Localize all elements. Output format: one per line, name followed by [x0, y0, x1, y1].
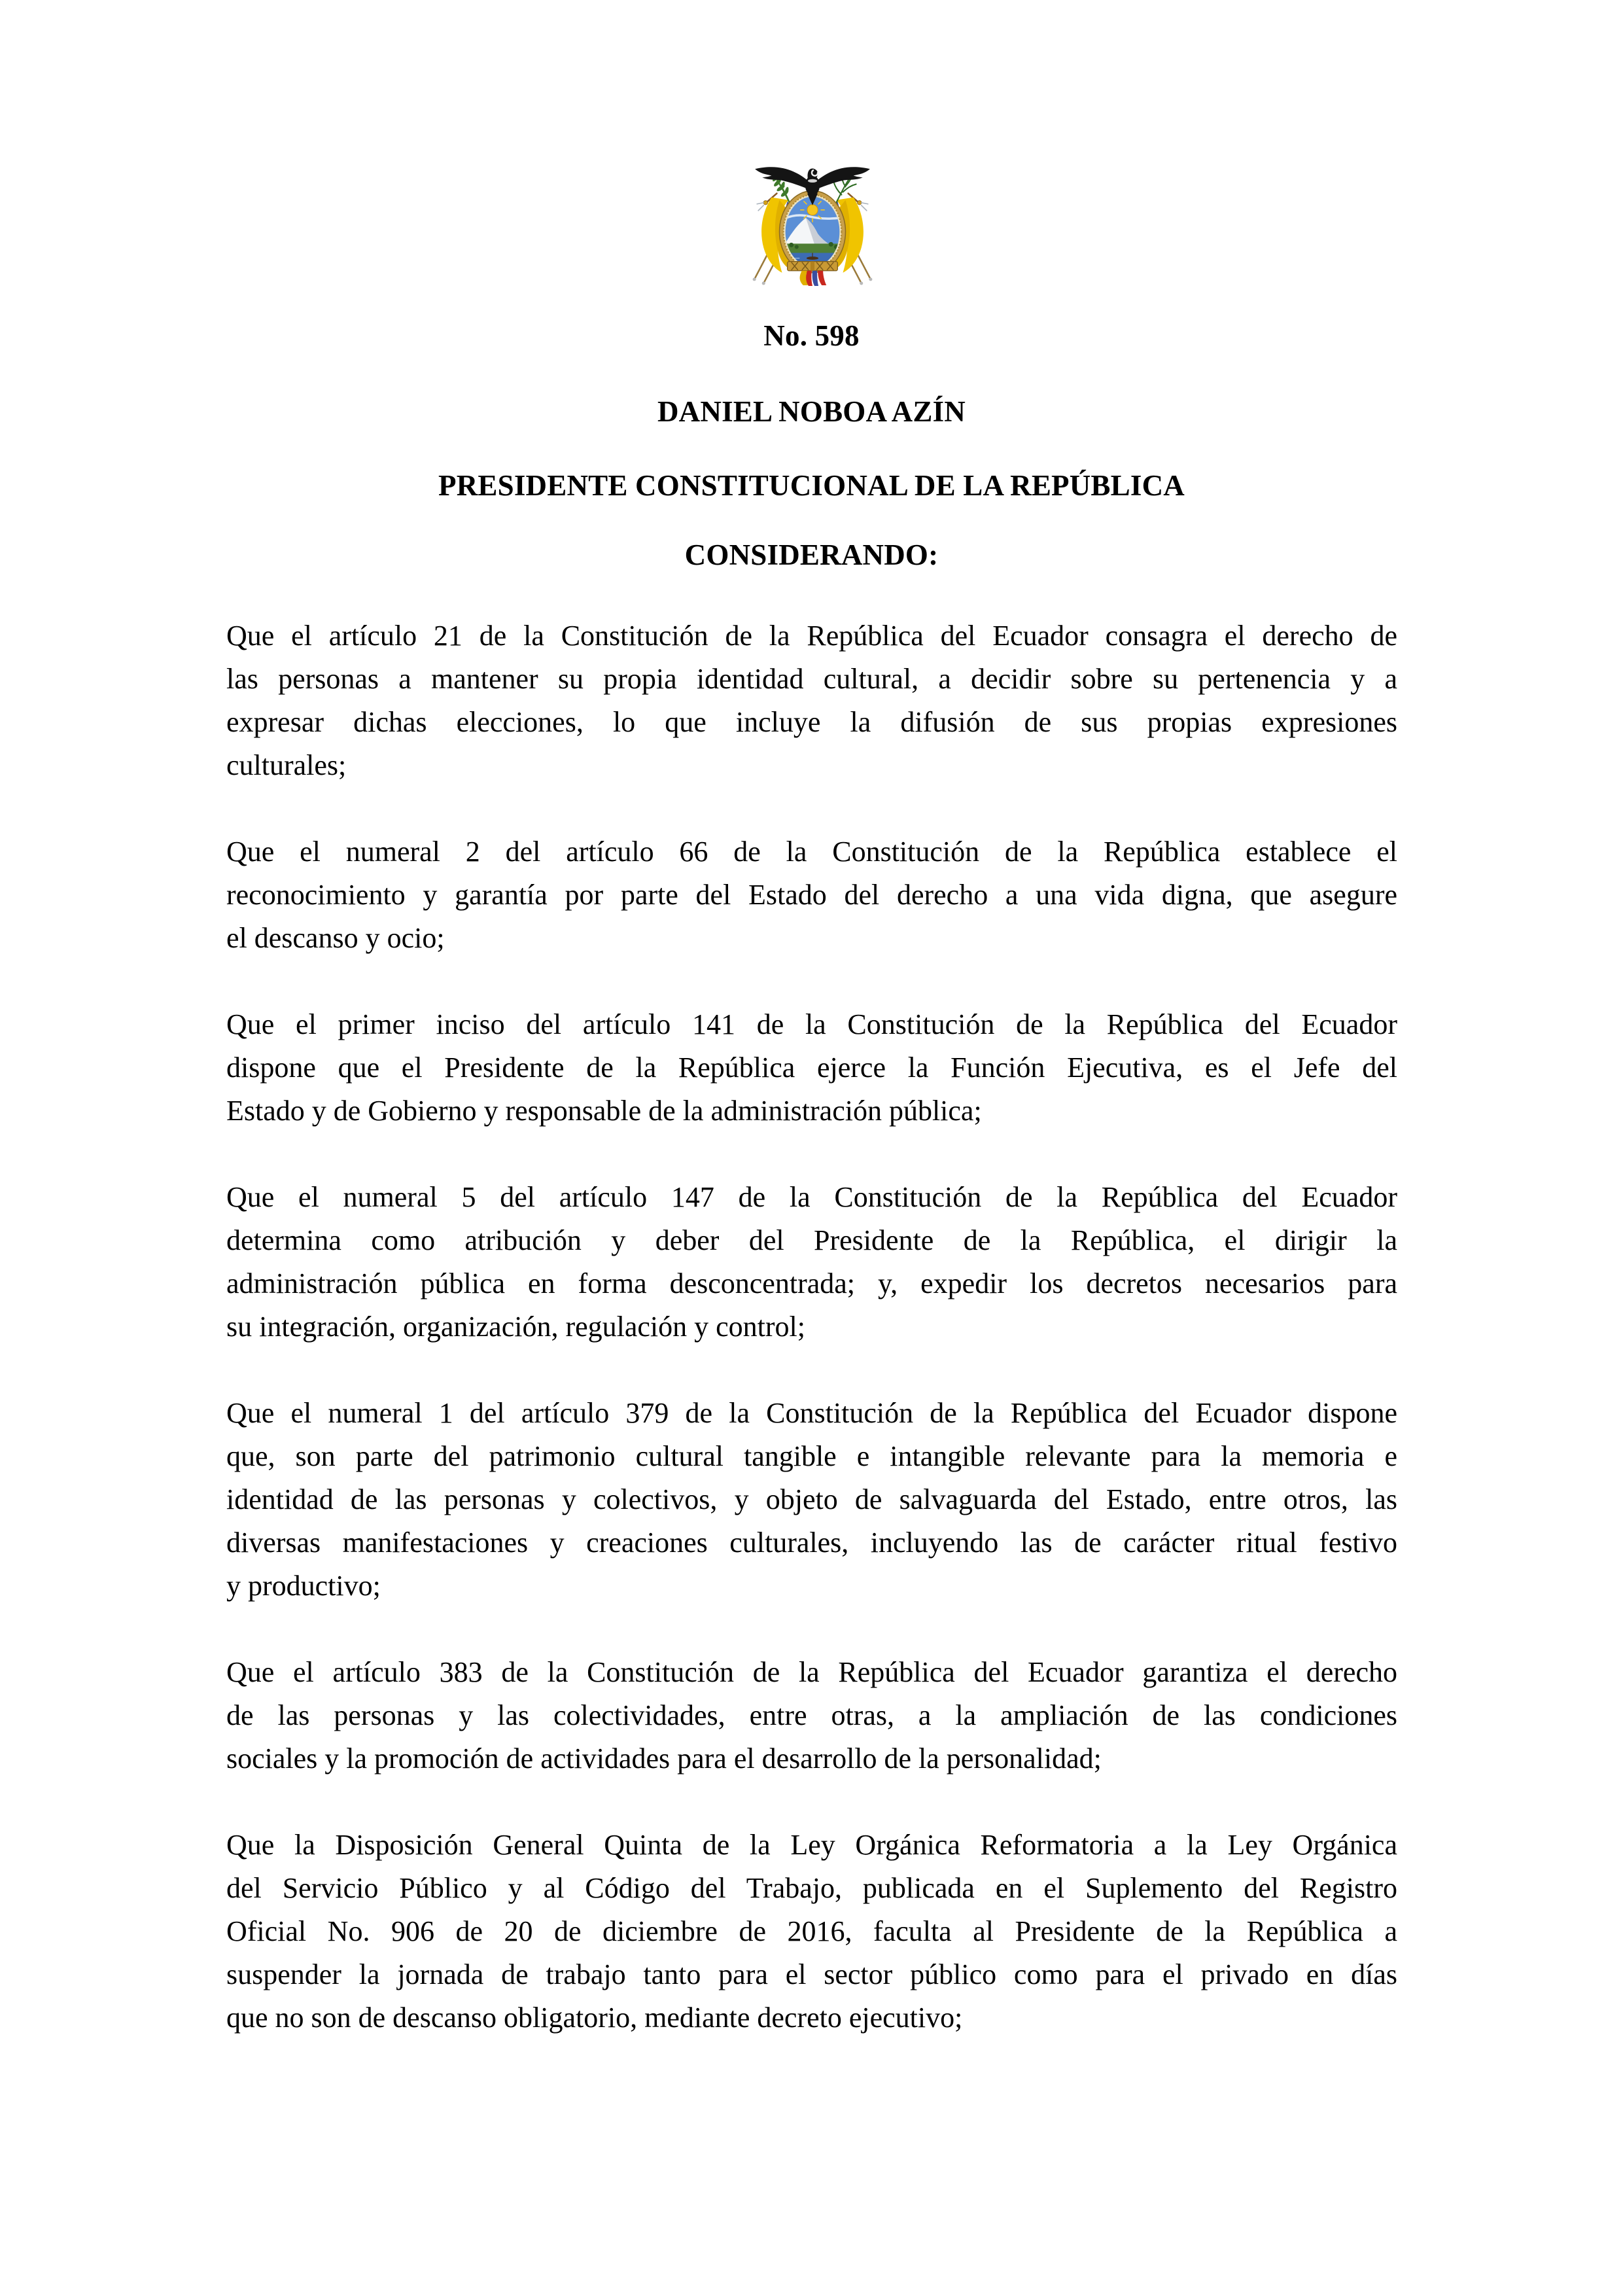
- paragraph-line: Que el numeral 2 del artículo 66 de la Constitución de la República establece el: [226, 836, 1397, 868]
- paragraph-line: determina como atribución y deber del Presidente de la República, el dirigir la: [226, 1224, 1397, 1256]
- paragraph-line: Estado y de Gobierno y responsable de la administración pública;: [226, 1095, 982, 1127]
- paragraph-line: Que el primer inciso del artículo 141 de la Constitución de la República del Ecuador: [226, 1008, 1397, 1040]
- paragraph-line: su integración, organización, regulación y control;: [226, 1311, 806, 1343]
- paragraph-line: Que el artículo 383 de la Constitución de la República del Ecuador garantiza el derecho: [226, 1656, 1397, 1688]
- recital-paragraph-6: [226, 1651, 1397, 1780]
- paragraph-line: sociales y la promoción de actividades para el desarrollo de la personalidad;: [226, 1742, 1102, 1775]
- president-title: PRESIDENTE CONSTITUCIONAL DE LA REPÚBLICA: [438, 469, 1185, 502]
- decree-number: No. 598: [763, 319, 860, 352]
- paragraph-line: de las personas y las colectividades, entre otras, a la ampliación de las condiciones: [226, 1699, 1397, 1731]
- paragraph-line: dispone que el Presidente de la República ejerce la Función Ejecutiva, es el Jefe del: [226, 1051, 1397, 1084]
- paragraph-line: y productivo;: [226, 1570, 381, 1602]
- recital-paragraph-5: [226, 1392, 1397, 1608]
- paragraph-line: culturales;: [226, 749, 347, 781]
- recital-paragraph-3: [226, 1003, 1397, 1133]
- paragraph-line: Que el numeral 5 del artículo 147 de la Constitución de la República del Ecuador: [226, 1181, 1397, 1213]
- paragraph-line: identidad de las personas y colectivos, y objeto de salvaguarda del Estado, entre otros, las: [226, 1483, 1397, 1515]
- paragraph-line: las personas a mantener su propia identidad cultural, a decidir sobre su pertenencia y a: [226, 663, 1397, 695]
- paragraph-line: del Servicio Público y al Código del Trabajo, publicada en el Suplemento del Registro: [226, 1872, 1397, 1904]
- recital-paragraph-2: [226, 830, 1397, 960]
- paragraph-line: reconocimiento y garantía por parte del Estado del derecho a una vida digna, que asegure: [226, 879, 1397, 911]
- paragraph-line: el descanso y ocio;: [226, 922, 445, 954]
- paragraph-line: Que el artículo 21 de la Constitución de la República del Ecuador consagra el derecho de: [226, 620, 1397, 652]
- paragraph-line: administración pública en forma desconcentrada; y, expedir los decretos necesarios para: [226, 1267, 1397, 1299]
- paragraph-line: Que el numeral 1 del artículo 379 de la Constitución de la República del Ecuador dispone: [226, 1397, 1397, 1429]
- recital-paragraph-4: [226, 1176, 1397, 1349]
- recital-paragraph-7: [226, 1824, 1397, 2040]
- considerando-heading: CONSIDERANDO:: [684, 539, 939, 571]
- paragraph-line: que, son parte del patrimonio cultural tangible e intangible relevante para la memoria e: [226, 1440, 1397, 1472]
- paragraph-line: diversas manifestaciones y creaciones culturales, incluyendo las de carácter ritual festivo: [226, 1527, 1397, 1559]
- president-name: DANIEL NOBOA AZÍN: [657, 395, 966, 428]
- paragraph-line: Oficial No. 906 de 20 de diciembre de 2016, faculta al Presidente de la República a: [226, 1915, 1397, 1947]
- paragraph-line: que no son de descanso obligatorio, mediante decreto ejecutivo;: [226, 2002, 963, 2034]
- ecuador-coat-of-arms-icon: [746, 154, 879, 286]
- paragraph-line: suspender la jornada de trabajo tanto para el sector público como para el privado en días: [226, 1958, 1397, 1990]
- recital-paragraph-1: [226, 614, 1397, 787]
- paragraph-line: expresar dichas elecciones, lo que incluye la difusión de sus propias expresiones: [226, 706, 1397, 738]
- paragraph-line: Que la Disposición General Quinta de la Ley Orgánica Reformatoria a la Ley Orgánica: [226, 1829, 1397, 1861]
